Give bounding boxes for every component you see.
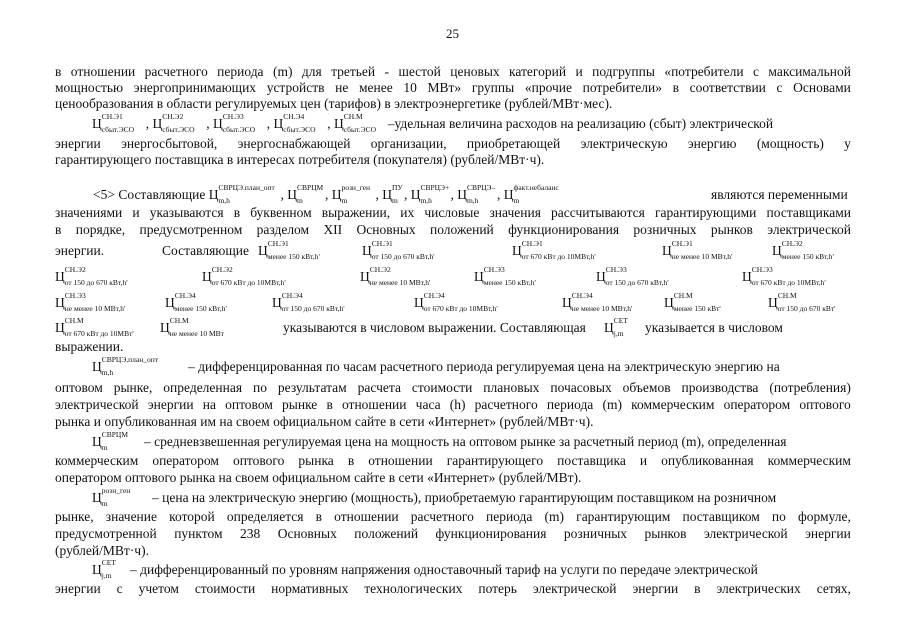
formula-symbol: Ц СН.М сбыт.ЭСО [334,112,376,134]
word: Основами [793,80,851,95]
formula-symbol: Ц СВРЦЭ.план_опт m,h [208,183,275,205]
para3-line1-tail: являются переменными [711,187,848,202]
word: группы [471,80,515,95]
formula-symbol: Ц СН.Э3 сбыт.ЭСО [213,112,255,134]
word: 238 [240,526,261,541]
formula-symbol: Ц СВРЦМ m [92,430,129,452]
word: в [233,205,241,220]
word: коммерческим [631,397,715,412]
word: значениями [55,205,123,220]
formula-symbol: Ц СН.Э1 менее 150 кВт,h' [258,239,320,261]
word: рынка [298,453,334,468]
formula-symbol: Ц факт.небаланс m [503,183,559,205]
formula-symbol: Ц СН.Э3 не менее 10 МВт,h' [55,291,126,313]
formula-symbol: Ц ПУ m [382,183,403,205]
word: поставщика [557,453,626,468]
word: электрической [55,397,139,412]
word: опубликованная [661,453,754,468]
para4-line4: рынка и опубликованная им на своем официальном сайте в сети «Интернет» (рублей/МВт·ч). [55,414,594,429]
word: менее [358,80,393,95]
word: стоимости [411,380,473,395]
para2-line2 [55,136,851,152]
word: формуле, [797,509,851,524]
word: гарантирующим [576,509,671,524]
word: рынке, [113,380,153,395]
word: МВт» [427,80,462,95]
para7-line1: – дифференцированный по уровням напряжения одноставочный тариф на услуги по передаче электрической [130,562,758,577]
word: сетях, [816,581,851,596]
para3-line4-a: энергии. [55,243,105,258]
word: по [771,509,786,524]
word: рынке, [55,509,94,524]
word: потерь [478,581,517,596]
word: стоимости [194,581,256,596]
word: нормативных [271,581,349,596]
para3-line8-end: указывается в числовом [645,320,783,335]
word: гарантирующими [654,205,757,220]
word: электрических [716,581,801,596]
word: предусмотренном [139,222,243,237]
para4-line3 [55,397,851,413]
word: энергоснабжающей [237,136,351,151]
para7-line2 [55,581,851,597]
page-number: 25 [446,26,459,41]
word: у [844,136,851,151]
formula-symbol: Ц СН.Э4 менее 150 кВт,h' [165,291,227,313]
word: с [116,581,123,596]
formula-symbol: Ц СН.Э4 от 670 кВт до 10МВт,h' [414,291,498,313]
word: энергосбытовой, [121,136,218,151]
formula-symbol: Ц СН.Э2 от 670 кВт до 10МВт,h' [202,265,286,287]
word: для [301,64,322,79]
word: на [202,397,216,412]
word: с [776,80,783,95]
formula-symbol: Ц СЕТ j,m [604,316,628,338]
word: функционирования [508,222,620,237]
formula-symbol: Ц СН.Э3 от 670 кВт до 10МВт,h' [742,265,826,287]
word: энергопринимающих [133,80,257,95]
word: коммерческим [767,453,851,468]
word: их [400,205,415,220]
word: значения [489,205,541,220]
word: учетом [138,581,179,596]
word: отношении [334,509,399,524]
word: периода [485,509,533,524]
word: оптовом [55,380,103,395]
para5-line1: – средневзвешенная регулируемая цена на мощность на оптовом рынке за расчетный период (m), определенная [144,434,787,449]
word: функционирования [435,526,547,541]
word: гарантирующего [446,453,544,468]
word: 10 [403,80,417,95]
para4-line2 [55,380,851,396]
word: результатам [277,380,347,395]
formula-symbol: Ц СН.Э2 сбыт.ЭСО [152,112,195,134]
word: электрической [767,222,851,237]
formula-symbol: Ц розн_ген m [331,183,371,205]
formula-symbol: Ц СН.М не менее 10 МВт [160,316,224,338]
formula-symbol: Ц СН.Э2 от 150 до 670 кВт,h' [55,265,128,287]
word: в [326,397,333,412]
word: рассчитываются [551,205,645,220]
word: в [55,64,62,79]
word: (мощность) [756,136,824,151]
para5-line3: оператором оптового рынка на своем официальном сайте в сети «Интернет» (рублей/МВт). [55,470,582,485]
word: организации, [370,136,447,151]
formula-symbol: Ц СН.Э4 от 150 до 670 кВт,h' [272,291,345,313]
formula-symbol: Ц СЕТ j,m [92,558,116,580]
word: и [575,64,583,79]
word: рынке [282,397,318,412]
para6-line2 [55,509,851,525]
word: энергии [632,581,679,596]
word: расчетного [474,397,538,412]
word: энергии [805,526,851,541]
word: ценовых [450,64,500,79]
word: электрической [704,526,788,541]
word: третьей [331,64,376,79]
word: оператором [723,397,791,412]
word: (потребления) [769,380,851,395]
para1-line1 [55,64,851,80]
word: потребители» [582,80,662,95]
word: выражении, [321,205,391,220]
para6-line1: – цена на электрическую энергию (мощность), приобретаемую гарантирующим поставщиком на розничном [152,490,777,505]
formula-symbol: Ц СН.М от 150 до 670 кВт' [768,291,836,313]
word: (h) [449,397,466,412]
word: периода [546,397,594,412]
para6-line4: (рублей/МВт·ч). [55,543,149,558]
formula-symbol: Ц СН.М менее 150 кВт' [664,291,721,313]
word: устройств [266,80,325,95]
word: розничных [633,222,697,237]
word: технологических [364,581,463,596]
word: предусмотренной [55,526,157,541]
para3-line8-tail: указываются в числовом выражении. Составляющая [283,320,586,335]
formula-symbol: Ц СВРЦЭ,план_опт m,h [92,355,159,377]
word: определяется [226,509,304,524]
word: «потребители [664,64,744,79]
word: периода [217,64,264,79]
word: розничных [563,526,628,541]
para1-line3: ценообразования в области регулируемых цен (тарифов) в электроэнергетике (рублей/МВт·мес). [55,96,613,111]
formula-symbol: Ц СН.Э1 от 150 до 670 кВт,h' [362,239,435,261]
word: энергии [147,397,194,412]
word: часа [415,397,441,412]
word: буквенном [250,205,312,220]
word: электрическую [580,136,668,151]
formula-symbol: Ц СН.Э2 не менее 10 МВт,h' [360,265,431,287]
para5-line2 [55,453,851,469]
para3-line2 [55,205,851,221]
word: оператором [152,453,219,468]
word: энергию [687,136,737,151]
word: с [753,64,760,79]
word: отношении [70,64,136,79]
word: поставщиком [682,509,760,524]
word: рынков [644,526,687,541]
word: Основных [356,222,416,237]
word: «прочие [524,80,572,95]
word: определенная [163,380,243,395]
word: подгруппы [592,64,655,79]
word: оптового [232,453,285,468]
word: шестой [398,64,441,79]
formula-symbol: Ц розн_ген m [92,486,131,508]
word: - [384,64,390,79]
word: не [335,80,349,95]
formula-symbol: Ц СН.Э4 не менее 10 МВт,h' [562,291,633,313]
word: максимальной [768,64,851,79]
word: энергии [55,581,101,596]
para2-line3: гарантирующего поставщика в интересах потребителя (покупателя) (рублей/МВт·ч). [55,152,545,167]
formula-symbol: Ц СН.Э1 от 670 кВт до 10МВт,h' [512,239,596,261]
formula-symbol: Ц СН.Э1 сбыт.ЭСО [92,112,134,134]
para3-line1: <5> Составляющие Ц СВРЦЭ.план_опт m,h , Ц СВРЦМ m , Ц розн_ген m , Ц ПУ m , Ц СВРЦЭ+ m,h , Ц СВРЦЭ– m,h , Ц факт.небаланс m [93,183,559,205]
word: и [639,453,648,468]
word: категорий [509,64,567,79]
word: указываются [149,205,224,220]
word: приобретающей [466,136,561,151]
word: пунктом [174,526,223,541]
word: расчетного [410,509,474,524]
para2-line1: Ц СН.Э1 сбыт.ЭСО , Ц СН.Э2 сбыт.ЭСО , Ц СН.Э3 сбыт.ЭСО , Ц СН.Э4 сбыт.ЭСО , Ц СН.М сбыт.ЭСО –удельная величина расходов на реализацию (сбыт) электрической [92,112,774,134]
word: в [694,581,701,596]
word: разделом [256,222,310,237]
word: коммерческим [55,453,139,468]
formula-symbol: Ц СН.Э2 менее 150 кВт,h' [772,239,834,261]
text: –удельная величина расходов на реализацию (сбыт) электрической [387,116,774,131]
para3-line3 [55,222,851,238]
formula-symbol: Ц СВРЦЭ+ m,h [410,183,450,205]
word: расчетного [144,64,208,79]
word: значение [105,509,157,524]
word: (m) [272,64,293,79]
formula-symbol: Ц СН.Э1 не менее 10 МВт,h' [662,239,733,261]
formula-symbol: Ц СВРЦЭ– m,h [457,183,496,205]
formula-symbol: Ц СН.Э4 сбыт.ЭСО [273,112,316,134]
word: XII [323,222,343,237]
word: числовые [424,205,480,220]
word: отношении [341,397,407,412]
word: мощностью [55,80,124,95]
word: объемов [622,380,671,395]
word: электрической [532,581,617,596]
para3-line9: выражении. [55,339,124,354]
word: плановых [483,380,540,395]
word: в [672,80,679,95]
word: в [55,222,62,237]
para6-line3 [55,526,851,542]
word: которой [169,509,215,524]
formula-symbol: Ц СН.Э3 менее 150 кВт,h' [474,265,536,287]
formula-symbol: Ц СН.М от 670 кВт до 10МВт' [55,316,134,338]
para1-line2 [55,80,851,96]
word: Основных [277,526,337,541]
word: энергии [55,136,101,151]
word: оптовом [225,397,273,412]
word: положений [430,222,494,237]
word: поставщиками [766,205,851,220]
word: почасовых [550,380,612,395]
word: (m) [602,397,622,412]
word: порядке, [75,222,126,237]
word: и [132,205,140,220]
formula-symbol: Ц СН.Э3 от 150 до 670 кВт,h' [596,265,669,287]
word: (m) [544,509,565,524]
word: по [253,380,267,395]
word: расчета [357,380,401,395]
text: <5> Составляющие [93,187,206,202]
word: в [347,453,355,468]
word: положений [354,526,419,541]
para4-line1: – дифференцированная по часам расчетного периода регулируемая цена на электрическую энергию на [188,359,780,374]
formula-symbol: Ц СВРЦМ m [287,183,324,205]
word: оптового [799,397,851,412]
word: рынков [710,222,753,237]
word: соответствии [689,80,766,95]
word: производства [681,380,759,395]
word: в [315,509,323,524]
para3-line4-b: Составляющие [162,243,249,258]
word: отношении [368,453,433,468]
